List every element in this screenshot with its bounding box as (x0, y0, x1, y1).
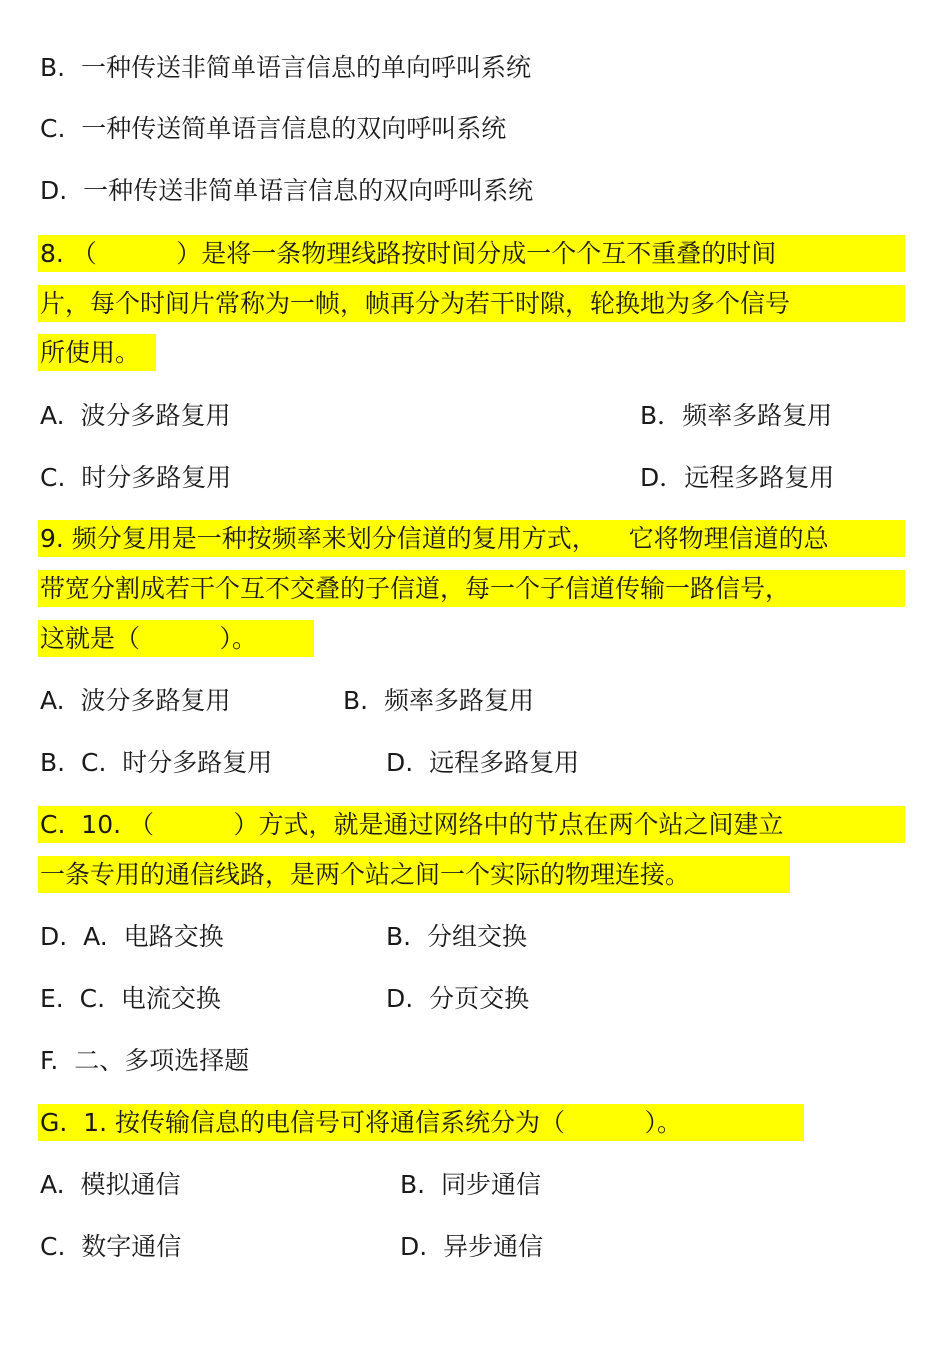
q10-option-b: B. 分组交换 (386, 922, 527, 951)
q8-stem-line-2: 片，每个时间片常称为一帧，帧再分为若干时隙，轮换地为多个信号 (40, 289, 791, 318)
q10-stem-line-1: C. 10. （ ）方式，就是通过网络中的节点在两个站之间建立 (40, 810, 784, 839)
q8-stem-line-3: 所使用。 (40, 338, 141, 367)
q9-option-d: D. 远程多路复用 (386, 748, 580, 777)
q9-stem-line-2: 带宽分割成若干个互不交叠的子信道，每一个子信道传输一路信号， (40, 574, 791, 603)
q10-option-c: E. C. 电流交换 (40, 984, 221, 1013)
q8-option-d: D．远程多路复用 (640, 463, 835, 492)
q10-option-a: D. A. 电路交换 (40, 922, 224, 951)
q7-option-b: B. 一种传送非简单语言信息的单向呼叫系统 (40, 53, 531, 82)
q9-option-a: A. 波分多路复用 (40, 686, 231, 715)
q8-stem-line-1: 8. （ ）是将一条物理线路按时间分成一个个互不重叠的时间 (40, 239, 777, 268)
s2-q1-option-d: D. 异步通信 (400, 1232, 544, 1261)
q9-stem-line-3: 这就是（ ）。 (40, 624, 257, 653)
s2-q1-option-c: C. 数字通信 (40, 1232, 182, 1261)
q10-option-d: D. 分页交换 (386, 984, 530, 1013)
q7-option-c: C. 一种传送简单语言信息的双向呼叫系统 (40, 114, 507, 143)
q8-option-c: C. 时分多路复用 (40, 463, 232, 492)
q8-option-a: A. 波分多路复用 (40, 401, 231, 430)
q7-option-d: D. 一种传送非简单语言信息的双向呼叫系统 (40, 176, 534, 205)
q9-stem-line-1: 9. 频分复用是一种按频率来划分信道的复用方式， 它将物理信道的总 (40, 524, 829, 553)
q10-stem-line-2: 一条专用的通信线路，是两个站之间一个实际的物理连接。 (40, 860, 691, 889)
q9-option-c: B. C. 时分多路复用 (40, 748, 273, 777)
s2-q1-stem: G. 1. 按传输信息的电信号可将通信系统分为（ ）。 (40, 1108, 682, 1137)
q8-option-b: B．频率多路复用 (640, 401, 833, 430)
s2-q1-option-a: A. 模拟通信 (40, 1170, 181, 1199)
q9-option-b: B. 频率多路复用 (343, 686, 534, 715)
s2-q1-option-b: B. 同步通信 (400, 1170, 541, 1199)
section-heading-multiple-choice: F. 二、多项选择题 (40, 1046, 250, 1075)
